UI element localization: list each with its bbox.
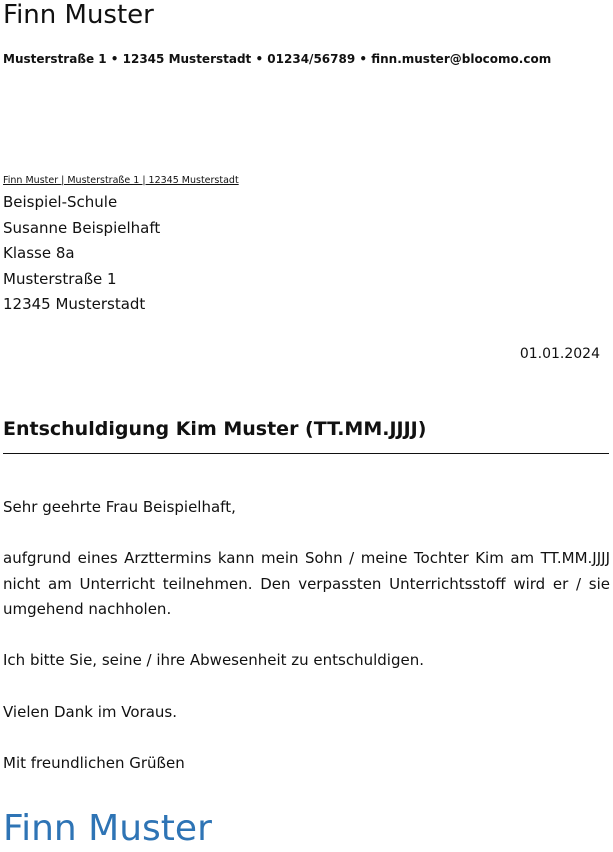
salutation: Sehr geehrte Frau Beispielhaft, <box>3 498 236 516</box>
sender-name-heading: Finn Muster <box>3 0 154 30</box>
letter-date: 01.01.2024 <box>519 346 600 362</box>
subject-line: Entschuldigung Kim Muster (TT.MM.JJJJ) <box>3 418 427 440</box>
body-paragraph-1: aufgrund eines Arzttermins kann mein Sohn / meine Tochter Kim am TT.MM.JJJJ nicht am Unterricht teilnehmen. Den verpassten Unterrichtsstoff wird er / sie umgehend nachholen. <box>3 549 610 618</box>
closing-phrase: Mit freundlichen Grüßen <box>3 754 185 772</box>
recipient-line-city: 12345 Musterstadt <box>3 295 146 313</box>
recipient-line-street: Musterstraße 1 <box>3 269 117 288</box>
recipient-line-school: Beispiel-Schule <box>3 193 118 211</box>
body-paragraph-2: Ich bitte Sie, seine / ihre Abwesenheit zu entschuldigen. <box>3 651 424 669</box>
return-address-line: Finn Muster | Musterstraße 1 | 12345 Musterstadt <box>3 175 239 186</box>
signature-name: Finn Muster <box>3 808 212 849</box>
subject-divider <box>3 453 609 454</box>
body-paragraph-3: Vielen Dank im Voraus. <box>3 703 177 721</box>
recipient-address-block <box>3 190 160 318</box>
recipient-line-person: Susanne Beispielhaft <box>3 218 161 237</box>
recipient-line-class: Klasse 8a <box>3 244 75 262</box>
sender-contact-line: Musterstraße 1 • 12345 Musterstadt • 01234/56789 • finn.muster@blocomo.com <box>3 52 552 66</box>
